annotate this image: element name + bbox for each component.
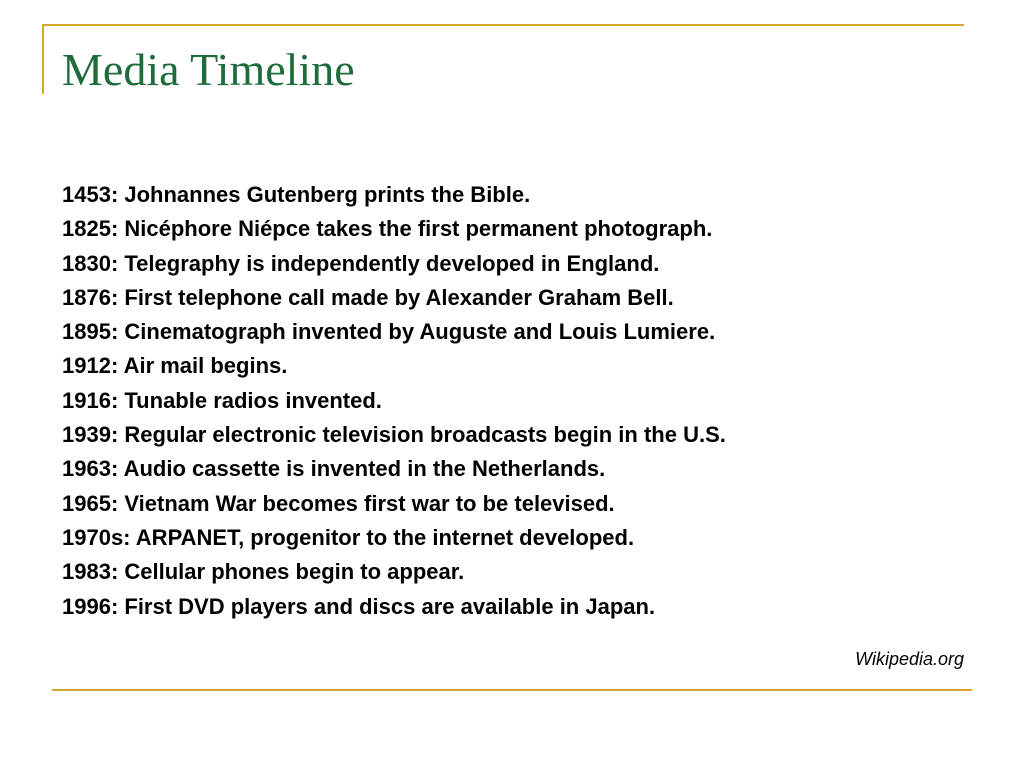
timeline-item: 1963: Audio cassette is invented in the Netherlands. xyxy=(62,456,606,482)
timeline-item: 1895: Cinematograph invented by Auguste and Louis Lumiere. xyxy=(62,319,716,345)
slide-title: Media Timeline xyxy=(62,44,355,95)
title-accent-vertical-line xyxy=(42,24,44,94)
footer-accent-line xyxy=(52,689,972,691)
timeline-item: 1983: Cellular phones begin to appear. xyxy=(62,559,465,585)
timeline-item: 1916: Tunable radios invented. xyxy=(62,387,382,413)
timeline-item: 1912: Air mail begins. xyxy=(62,353,288,379)
title-accent-top-line xyxy=(42,24,964,26)
source-citation: Wikipedia.org xyxy=(855,649,964,669)
timeline-item: 1453: Johnannes Gutenberg prints the Bible. xyxy=(62,182,531,207)
timeline-item: 1970s: ARPANET, progenitor to the internet developed. xyxy=(62,524,635,550)
timeline-list xyxy=(62,178,726,624)
timeline-item: 1965: Vietnam War becomes first war to be televised. xyxy=(62,490,615,516)
timeline-item: 1876: First telephone call made by Alexander Graham Bell. xyxy=(62,284,674,310)
timeline-item: 1825: Nicéphore Niépce takes the first permanent photograph. xyxy=(62,216,713,242)
timeline-item: 1830: Telegraphy is independently developed in England. xyxy=(62,250,660,276)
timeline-item: 1996: First DVD players and discs are available in Japan. xyxy=(62,593,656,619)
timeline-item: 1939: Regular electronic television broadcasts begin in the U.S. xyxy=(62,422,726,448)
